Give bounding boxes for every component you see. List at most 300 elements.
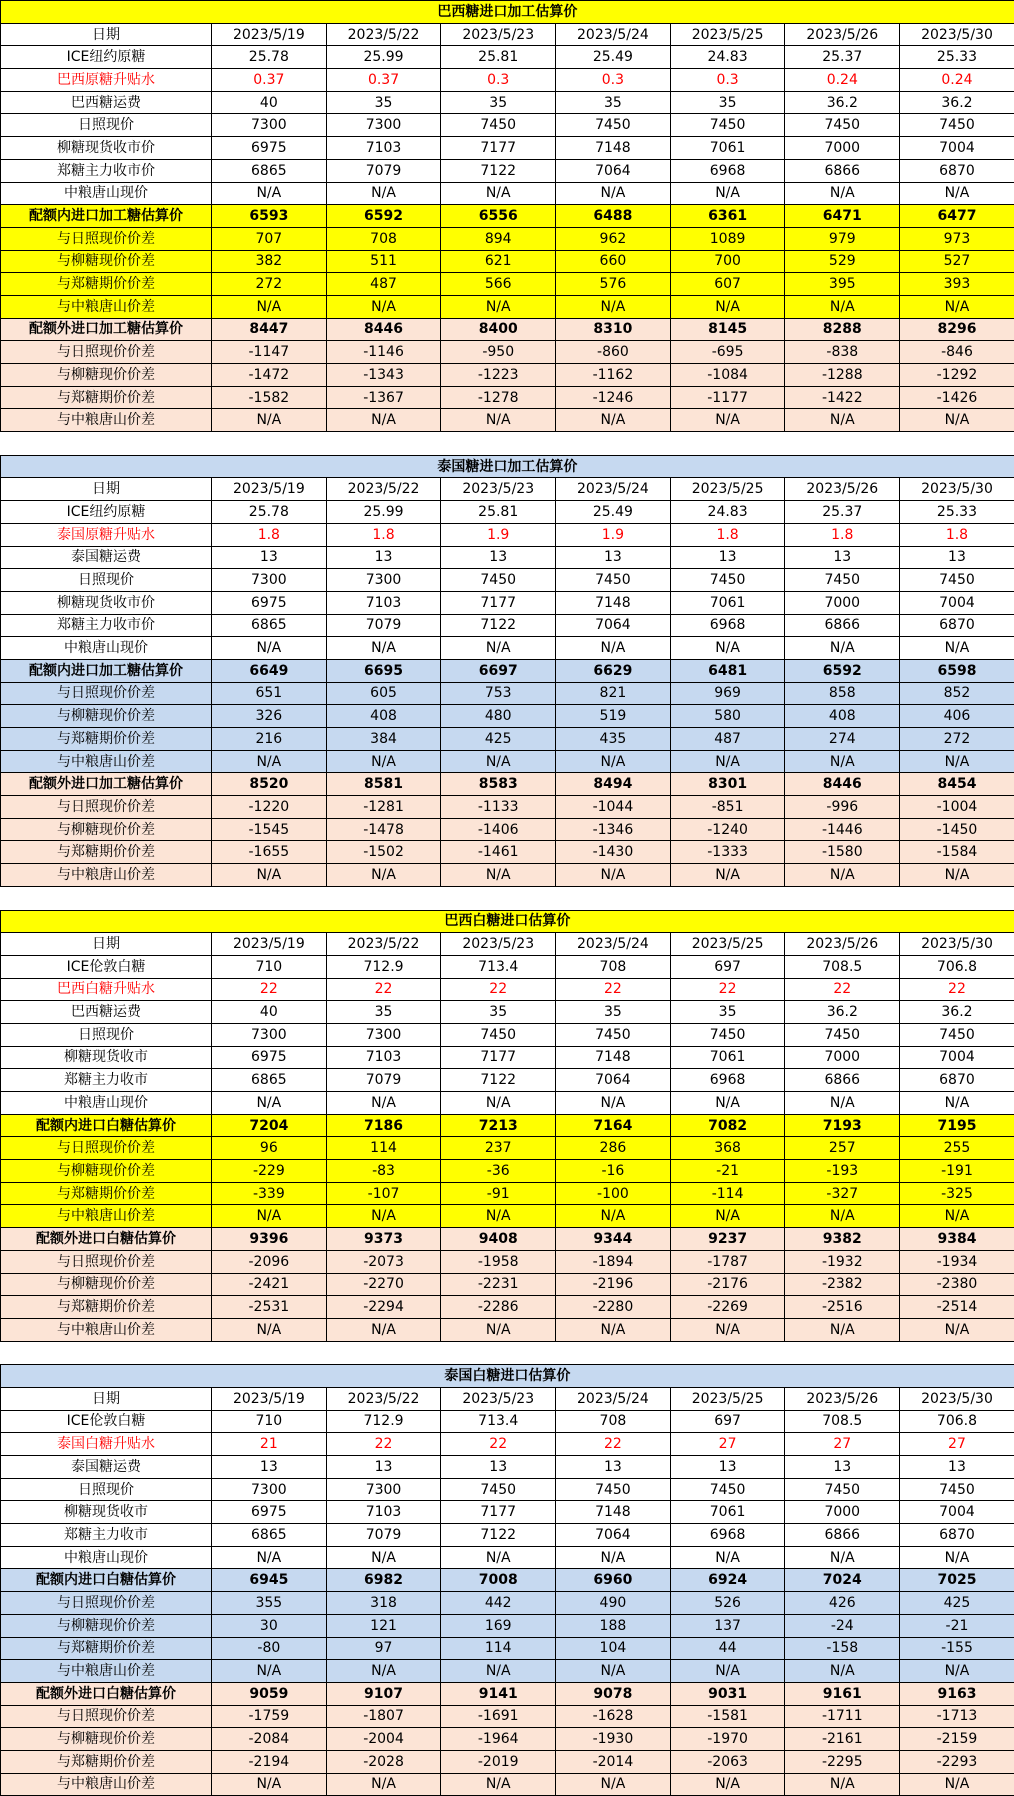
value-cell[interactable]: -1406 [441, 818, 556, 841]
value-cell[interactable]: 35 [556, 1001, 671, 1024]
value-cell[interactable]: -1177 [670, 386, 785, 409]
value-cell[interactable]: 35 [441, 91, 556, 114]
value-cell[interactable]: 25.49 [556, 46, 671, 69]
value-cell[interactable]: -1711 [785, 1705, 900, 1728]
value-cell[interactable]: 0.24 [785, 69, 900, 92]
value-cell[interactable]: 7061 [670, 591, 785, 614]
value-cell[interactable]: N/A [900, 750, 1014, 773]
value-cell[interactable]: N/A [785, 864, 900, 887]
value-cell[interactable]: -2514 [900, 1296, 1014, 1319]
value-cell[interactable]: 114 [326, 1137, 441, 1160]
value-cell[interactable]: 9382 [785, 1228, 900, 1251]
row-label-cell[interactable]: 与中粮唐山价差 [1, 750, 212, 773]
row-label-cell[interactable]: 配额内进口加工糖估算价 [1, 659, 212, 682]
value-cell[interactable]: 6866 [785, 614, 900, 637]
value-cell[interactable]: -1430 [556, 841, 671, 864]
value-cell[interactable]: N/A [441, 1092, 556, 1115]
row-label-cell[interactable]: 与柳糖现价价差 [1, 705, 212, 728]
value-cell[interactable]: 8583 [441, 773, 556, 796]
value-cell[interactable]: -1333 [670, 841, 785, 864]
value-cell[interactable]: 22 [441, 1433, 556, 1456]
value-cell[interactable]: 35 [441, 1001, 556, 1024]
value-cell[interactable]: 7061 [670, 1501, 785, 1524]
value-cell[interactable]: -2004 [326, 1728, 441, 1751]
value-cell[interactable]: 6866 [785, 1069, 900, 1092]
value-cell[interactable]: 6968 [670, 614, 785, 637]
row-label-cell[interactable]: 与中粮唐山价差 [1, 1318, 212, 1341]
value-cell[interactable]: -2286 [441, 1296, 556, 1319]
value-cell[interactable]: 576 [556, 273, 671, 296]
value-cell[interactable]: -1240 [670, 818, 785, 841]
value-cell[interactable]: N/A [326, 750, 441, 773]
value-cell[interactable]: 13 [212, 546, 327, 569]
value-cell[interactable]: 25.37 [785, 46, 900, 69]
value-cell[interactable]: 7122 [441, 1069, 556, 1092]
value-cell[interactable]: 6870 [900, 614, 1014, 637]
value-cell[interactable]: N/A [785, 1773, 900, 1796]
value-cell[interactable]: 7450 [900, 569, 1014, 592]
value-cell[interactable]: 7164 [556, 1114, 671, 1137]
row-label-cell[interactable]: 日期 [1, 1387, 212, 1410]
value-cell[interactable]: N/A [441, 1546, 556, 1569]
value-cell[interactable]: N/A [212, 1205, 327, 1228]
row-label-cell[interactable]: 与郑糖期价价差 [1, 841, 212, 864]
value-cell[interactable]: 7450 [670, 569, 785, 592]
value-cell[interactable]: -229 [212, 1160, 327, 1183]
value-cell[interactable]: N/A [441, 295, 556, 318]
value-cell[interactable]: 8446 [326, 318, 441, 341]
value-cell[interactable]: -107 [326, 1182, 441, 1205]
value-cell[interactable]: 708.5 [785, 1410, 900, 1433]
value-cell[interactable]: 7450 [670, 1023, 785, 1046]
value-cell[interactable]: 2023/5/25 [670, 933, 785, 956]
value-cell[interactable]: N/A [670, 1660, 785, 1683]
value-cell[interactable]: 104 [556, 1637, 671, 1660]
value-cell[interactable]: 27 [900, 1433, 1014, 1456]
value-cell[interactable]: 651 [212, 682, 327, 705]
value-cell[interactable]: 7064 [556, 159, 671, 182]
row-label-cell[interactable]: 与日照现价价差 [1, 1137, 212, 1160]
value-cell[interactable]: 22 [670, 978, 785, 1001]
value-cell[interactable]: 1.8 [326, 523, 441, 546]
value-cell[interactable]: 6960 [556, 1569, 671, 1592]
value-cell[interactable]: N/A [900, 1660, 1014, 1683]
value-cell[interactable]: 22 [900, 978, 1014, 1001]
value-cell[interactable]: N/A [212, 409, 327, 432]
value-cell[interactable]: 25.49 [556, 501, 671, 524]
value-cell[interactable]: 9384 [900, 1228, 1014, 1251]
value-cell[interactable]: 426 [785, 1592, 900, 1615]
value-cell[interactable]: N/A [670, 1546, 785, 1569]
value-cell[interactable]: 395 [785, 273, 900, 296]
row-label-cell[interactable]: 与中粮唐山价差 [1, 1205, 212, 1228]
value-cell[interactable]: 7079 [326, 1069, 441, 1092]
value-cell[interactable]: N/A [556, 182, 671, 205]
value-cell[interactable]: 13 [785, 546, 900, 569]
value-cell[interactable]: N/A [900, 1318, 1014, 1341]
value-cell[interactable]: -2196 [556, 1273, 671, 1296]
value-cell[interactable]: 25.33 [900, 501, 1014, 524]
value-cell[interactable]: 9408 [441, 1228, 556, 1251]
value-cell[interactable]: 7213 [441, 1114, 556, 1137]
value-cell[interactable]: -1759 [212, 1705, 327, 1728]
value-cell[interactable]: -2269 [670, 1296, 785, 1319]
value-cell[interactable]: 121 [326, 1614, 441, 1637]
row-label-cell[interactable]: 配额外进口加工糖估算价 [1, 318, 212, 341]
value-cell[interactable]: 22 [441, 978, 556, 1001]
value-cell[interactable]: 0.3 [556, 69, 671, 92]
row-label-cell[interactable]: 郑糖主力收市价 [1, 614, 212, 637]
value-cell[interactable]: 7103 [326, 1046, 441, 1069]
value-cell[interactable]: N/A [900, 864, 1014, 887]
row-label-cell[interactable]: 与柳糖现价价差 [1, 1614, 212, 1637]
value-cell[interactable]: 368 [670, 1137, 785, 1160]
value-cell[interactable]: 7450 [785, 114, 900, 137]
value-cell[interactable]: 858 [785, 682, 900, 705]
value-cell[interactable]: 2023/5/23 [441, 933, 556, 956]
row-label-cell[interactable]: 泰国原糖升贴水 [1, 523, 212, 546]
value-cell[interactable]: 2023/5/19 [212, 478, 327, 501]
value-cell[interactable]: 8494 [556, 773, 671, 796]
value-cell[interactable]: 2023/5/22 [326, 933, 441, 956]
value-cell[interactable]: -1367 [326, 386, 441, 409]
value-cell[interactable]: 6361 [670, 205, 785, 228]
value-cell[interactable]: -695 [670, 341, 785, 364]
value-cell[interactable]: N/A [670, 864, 785, 887]
row-label-cell[interactable]: 日照现价 [1, 114, 212, 137]
value-cell[interactable]: 7000 [785, 137, 900, 160]
value-cell[interactable]: 286 [556, 1137, 671, 1160]
value-cell[interactable]: -83 [326, 1160, 441, 1183]
value-cell[interactable]: 852 [900, 682, 1014, 705]
row-label-cell[interactable]: 柳糖现货收市 [1, 1046, 212, 1069]
row-label-cell[interactable]: 与郑糖期价价差 [1, 273, 212, 296]
value-cell[interactable]: 6488 [556, 205, 671, 228]
value-cell[interactable]: 6975 [212, 137, 327, 160]
value-cell[interactable]: 24.83 [670, 501, 785, 524]
row-label-cell[interactable]: 中粮唐山现价 [1, 1092, 212, 1115]
value-cell[interactable]: 9031 [670, 1682, 785, 1705]
value-cell[interactable]: 27 [785, 1433, 900, 1456]
row-label-cell[interactable]: 与日照现价价差 [1, 796, 212, 819]
value-cell[interactable]: 96 [212, 1137, 327, 1160]
value-cell[interactable]: 7450 [900, 1478, 1014, 1501]
row-label-cell[interactable]: 日照现价 [1, 1478, 212, 1501]
value-cell[interactable]: 7450 [441, 114, 556, 137]
row-label-cell[interactable]: 与郑糖期价价差 [1, 728, 212, 751]
value-cell[interactable]: -327 [785, 1182, 900, 1205]
value-cell[interactable]: 7082 [670, 1114, 785, 1137]
value-cell[interactable]: -1930 [556, 1728, 671, 1751]
value-cell[interactable]: N/A [556, 637, 671, 660]
value-cell[interactable]: -325 [900, 1182, 1014, 1205]
value-cell[interactable]: 425 [441, 728, 556, 751]
value-cell[interactable]: -1343 [326, 364, 441, 387]
value-cell[interactable]: 0.37 [212, 69, 327, 92]
value-cell[interactable]: 13 [556, 546, 671, 569]
value-cell[interactable]: 35 [326, 91, 441, 114]
value-cell[interactable]: 318 [326, 1592, 441, 1615]
value-cell[interactable]: 6649 [212, 659, 327, 682]
row-label-cell[interactable]: 郑糖主力收市 [1, 1524, 212, 1547]
value-cell[interactable]: N/A [556, 1092, 671, 1115]
value-cell[interactable]: 35 [326, 1001, 441, 1024]
value-cell[interactable]: N/A [441, 182, 556, 205]
value-cell[interactable]: 7079 [326, 614, 441, 637]
value-cell[interactable]: -2295 [785, 1750, 900, 1773]
value-cell[interactable]: 6968 [670, 1069, 785, 1092]
value-cell[interactable]: 9163 [900, 1682, 1014, 1705]
value-cell[interactable]: 7103 [326, 137, 441, 160]
value-cell[interactable]: 7450 [441, 1023, 556, 1046]
value-cell[interactable]: 708 [326, 227, 441, 250]
value-cell[interactable]: 511 [326, 250, 441, 273]
value-cell[interactable]: 6975 [212, 591, 327, 614]
value-cell[interactable]: 9373 [326, 1228, 441, 1251]
value-cell[interactable]: 580 [670, 705, 785, 728]
value-cell[interactable]: N/A [441, 1660, 556, 1683]
value-cell[interactable]: 425 [900, 1592, 1014, 1615]
value-cell[interactable]: 36.2 [785, 1001, 900, 1024]
value-cell[interactable]: 24.83 [670, 46, 785, 69]
value-cell[interactable]: -2159 [900, 1728, 1014, 1751]
value-cell[interactable]: 7450 [785, 1023, 900, 1046]
value-cell[interactable]: -339 [212, 1182, 327, 1205]
value-cell[interactable]: N/A [326, 1660, 441, 1683]
row-label-cell[interactable]: 与柳糖现价价差 [1, 364, 212, 387]
value-cell[interactable]: -191 [900, 1160, 1014, 1183]
value-cell[interactable]: 697 [670, 955, 785, 978]
row-label-cell[interactable]: 柳糖现货收市价 [1, 591, 212, 614]
value-cell[interactable]: N/A [441, 1318, 556, 1341]
value-cell[interactable]: 8288 [785, 318, 900, 341]
value-cell[interactable]: 1.9 [556, 523, 671, 546]
value-cell[interactable]: 706.8 [900, 955, 1014, 978]
value-cell[interactable]: 36.2 [785, 91, 900, 114]
value-cell[interactable]: 527 [900, 250, 1014, 273]
row-label-cell[interactable]: 日期 [1, 933, 212, 956]
value-cell[interactable]: 35 [556, 91, 671, 114]
row-label-cell[interactable]: 配额内进口白糖估算价 [1, 1569, 212, 1592]
value-cell[interactable]: 821 [556, 682, 671, 705]
value-cell[interactable]: 6866 [785, 159, 900, 182]
value-cell[interactable]: N/A [785, 1318, 900, 1341]
value-cell[interactable]: 7122 [441, 159, 556, 182]
value-cell[interactable]: 22 [326, 978, 441, 1001]
value-cell[interactable]: 1.8 [785, 523, 900, 546]
row-label-cell[interactable]: 与郑糖期价价差 [1, 1182, 212, 1205]
value-cell[interactable]: 27 [670, 1433, 785, 1456]
value-cell[interactable]: -2231 [441, 1273, 556, 1296]
value-cell[interactable]: -1655 [212, 841, 327, 864]
value-cell[interactable]: 2023/5/25 [670, 23, 785, 46]
value-cell[interactable]: 2023/5/19 [212, 1387, 327, 1410]
value-cell[interactable]: N/A [556, 1205, 671, 1228]
value-cell[interactable]: 1.8 [900, 523, 1014, 546]
value-cell[interactable]: N/A [326, 182, 441, 205]
value-cell[interactable]: 713.4 [441, 1410, 556, 1433]
section-title[interactable]: 巴西糖进口加工估算价 [1, 1, 1014, 24]
value-cell[interactable]: N/A [900, 295, 1014, 318]
value-cell[interactable]: N/A [670, 637, 785, 660]
value-cell[interactable]: -1147 [212, 341, 327, 364]
section-title[interactable]: 泰国糖进口加工估算价 [1, 455, 1014, 478]
row-label-cell[interactable]: 配额内进口加工糖估算价 [1, 205, 212, 228]
value-cell[interactable]: 706.8 [900, 1410, 1014, 1433]
value-cell[interactable]: 7000 [785, 1046, 900, 1069]
value-cell[interactable]: N/A [326, 864, 441, 887]
value-cell[interactable]: -2096 [212, 1250, 327, 1273]
value-cell[interactable]: -1220 [212, 796, 327, 819]
value-cell[interactable]: N/A [556, 1773, 671, 1796]
value-cell[interactable]: 25.78 [212, 501, 327, 524]
value-cell[interactable]: -1584 [900, 841, 1014, 864]
value-cell[interactable]: 13 [212, 1456, 327, 1479]
value-cell[interactable]: -2270 [326, 1273, 441, 1296]
value-cell[interactable]: N/A [326, 637, 441, 660]
row-label-cell[interactable]: 与柳糖现价价差 [1, 250, 212, 273]
value-cell[interactable]: 1.9 [441, 523, 556, 546]
row-label-cell[interactable]: 日照现价 [1, 569, 212, 592]
value-cell[interactable]: -1292 [900, 364, 1014, 387]
value-cell[interactable]: 7079 [326, 159, 441, 182]
value-cell[interactable]: N/A [441, 1773, 556, 1796]
row-label-cell[interactable]: 与日照现价价差 [1, 1705, 212, 1728]
value-cell[interactable]: -2421 [212, 1273, 327, 1296]
value-cell[interactable]: -21 [900, 1614, 1014, 1637]
value-cell[interactable]: N/A [212, 1546, 327, 1569]
value-cell[interactable]: N/A [900, 409, 1014, 432]
value-cell[interactable]: -1288 [785, 364, 900, 387]
value-cell[interactable]: 22 [785, 978, 900, 1001]
row-label-cell[interactable]: 泰国糖运费 [1, 1456, 212, 1479]
row-label-cell[interactable]: ICE伦敦白糖 [1, 955, 212, 978]
row-label-cell[interactable]: 日期 [1, 23, 212, 46]
value-cell[interactable]: 605 [326, 682, 441, 705]
value-cell[interactable]: 480 [441, 705, 556, 728]
value-cell[interactable]: 7300 [326, 569, 441, 592]
value-cell[interactable]: 9237 [670, 1228, 785, 1251]
value-cell[interactable]: 169 [441, 1614, 556, 1637]
row-label-cell[interactable]: 与柳糖现价价差 [1, 1273, 212, 1296]
value-cell[interactable]: 7004 [900, 1046, 1014, 1069]
value-cell[interactable]: 7000 [785, 1501, 900, 1524]
value-cell[interactable]: 25.33 [900, 46, 1014, 69]
value-cell[interactable]: 0.3 [441, 69, 556, 92]
row-label-cell[interactable]: 郑糖主力收市 [1, 1069, 212, 1092]
row-label-cell[interactable]: 与中粮唐山价差 [1, 295, 212, 318]
value-cell[interactable]: 6697 [441, 659, 556, 682]
value-cell[interactable]: N/A [556, 295, 671, 318]
value-cell[interactable]: 712.9 [326, 955, 441, 978]
value-cell[interactable]: N/A [556, 864, 671, 887]
value-cell[interactable]: 7148 [556, 1046, 671, 1069]
value-cell[interactable]: 7103 [326, 591, 441, 614]
value-cell[interactable]: -1044 [556, 796, 671, 819]
value-cell[interactable]: N/A [900, 182, 1014, 205]
row-label-cell[interactable]: 泰国糖运费 [1, 546, 212, 569]
value-cell[interactable]: N/A [785, 1205, 900, 1228]
value-cell[interactable]: 7148 [556, 137, 671, 160]
value-cell[interactable]: -1958 [441, 1250, 556, 1273]
row-label-cell[interactable]: 与郑糖期价价差 [1, 1296, 212, 1319]
value-cell[interactable]: 526 [670, 1592, 785, 1615]
value-cell[interactable]: 7450 [556, 1023, 671, 1046]
row-label-cell[interactable]: 与郑糖期价价差 [1, 1637, 212, 1660]
value-cell[interactable]: 13 [556, 1456, 671, 1479]
value-cell[interactable]: 9059 [212, 1682, 327, 1705]
value-cell[interactable]: -950 [441, 341, 556, 364]
value-cell[interactable]: 7025 [900, 1569, 1014, 1592]
value-cell[interactable]: 7122 [441, 1524, 556, 1547]
value-cell[interactable]: 9078 [556, 1682, 671, 1705]
value-cell[interactable]: 7103 [326, 1501, 441, 1524]
value-cell[interactable]: N/A [900, 1773, 1014, 1796]
value-cell[interactable]: 13 [326, 546, 441, 569]
value-cell[interactable]: 7450 [670, 1478, 785, 1501]
value-cell[interactable]: 2023/5/22 [326, 1387, 441, 1410]
row-label-cell[interactable]: 巴西原糖升贴水 [1, 69, 212, 92]
value-cell[interactable]: 708 [556, 1410, 671, 1433]
section-title[interactable]: 巴西白糖进口估算价 [1, 910, 1014, 933]
value-cell[interactable]: N/A [326, 1318, 441, 1341]
value-cell[interactable]: 44 [670, 1637, 785, 1660]
value-cell[interactable]: 1.8 [212, 523, 327, 546]
value-cell[interactable]: -2516 [785, 1296, 900, 1319]
value-cell[interactable]: 6865 [212, 1069, 327, 1092]
row-label-cell[interactable]: 柳糖现货收市 [1, 1501, 212, 1524]
row-label-cell[interactable]: 与郑糖期价价差 [1, 386, 212, 409]
value-cell[interactable]: 2023/5/19 [212, 933, 327, 956]
value-cell[interactable]: -1004 [900, 796, 1014, 819]
value-cell[interactable]: 21 [212, 1433, 327, 1456]
value-cell[interactable]: N/A [670, 295, 785, 318]
value-cell[interactable]: 25.81 [441, 501, 556, 524]
value-cell[interactable]: 326 [212, 705, 327, 728]
value-cell[interactable]: N/A [785, 750, 900, 773]
value-cell[interactable]: 2023/5/30 [900, 933, 1014, 956]
value-cell[interactable]: 7148 [556, 1501, 671, 1524]
value-cell[interactable]: 137 [670, 1614, 785, 1637]
value-cell[interactable]: -996 [785, 796, 900, 819]
value-cell[interactable]: 7450 [556, 569, 671, 592]
value-cell[interactable]: 13 [900, 1456, 1014, 1479]
value-cell[interactable]: 9161 [785, 1682, 900, 1705]
value-cell[interactable]: -16 [556, 1160, 671, 1183]
value-cell[interactable]: -2176 [670, 1273, 785, 1296]
value-cell[interactable]: 2023/5/26 [785, 478, 900, 501]
value-cell[interactable]: 22 [556, 978, 671, 1001]
value-cell[interactable]: N/A [212, 1773, 327, 1796]
value-cell[interactable]: 97 [326, 1637, 441, 1660]
value-cell[interactable]: 8447 [212, 318, 327, 341]
value-cell[interactable]: 22 [326, 1433, 441, 1456]
value-cell[interactable]: 6865 [212, 614, 327, 637]
value-cell[interactable]: 7195 [900, 1114, 1014, 1137]
value-cell[interactable]: 6968 [670, 159, 785, 182]
value-cell[interactable]: N/A [785, 1546, 900, 1569]
value-cell[interactable]: N/A [326, 409, 441, 432]
row-label-cell[interactable]: 中粮唐山现价 [1, 637, 212, 660]
value-cell[interactable]: 7000 [785, 591, 900, 614]
value-cell[interactable]: N/A [212, 1092, 327, 1115]
value-cell[interactable]: 712.9 [326, 1410, 441, 1433]
value-cell[interactable]: N/A [785, 295, 900, 318]
value-cell[interactable]: 22 [556, 1433, 671, 1456]
row-label-cell[interactable]: 与郑糖期价价差 [1, 1750, 212, 1773]
value-cell[interactable]: 7004 [900, 1501, 1014, 1524]
value-cell[interactable]: N/A [900, 1205, 1014, 1228]
